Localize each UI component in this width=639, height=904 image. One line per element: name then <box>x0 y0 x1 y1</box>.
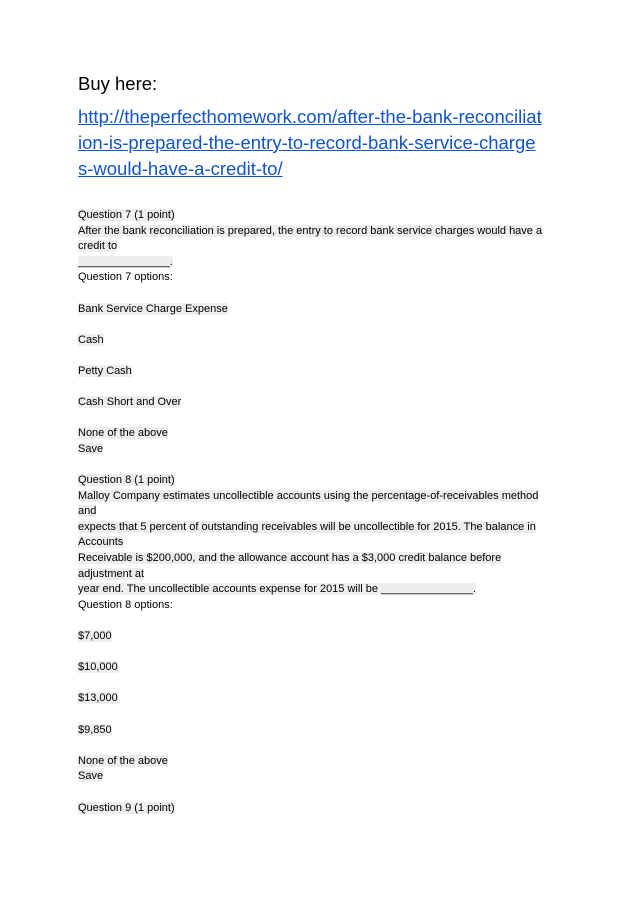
question-7-option[interactable]: Petty Cash <box>78 364 132 377</box>
quiz-content <box>78 208 568 816</box>
buy-here-label: Buy here: <box>78 73 158 94</box>
question-8-text-line: Receivable is $200,000, and the allowance account has a $3,000 credit balance before <box>78 552 502 565</box>
product-link-line[interactable]: http://theperfecthomework.com/after-the-bank-reconciliat <box>78 106 542 127</box>
product-link-line[interactable]: ion-is-prepared-the-entry-to-record-bank-service-charge <box>78 132 536 153</box>
question-8-option[interactable]: $9,850 <box>78 723 112 736</box>
question-8-save-button[interactable]: Save <box>78 770 104 783</box>
question-8-option[interactable]: $13,000 <box>78 692 118 705</box>
question-8-text-line: Malloy Company estimates uncollectible accounts using the percentage-of-receivables method <box>78 489 539 502</box>
question-8-text-line: expects that 5 percent of outstanding receivables will be uncollectible for 2015. The balance in <box>78 520 536 533</box>
question-7-options-label: Question 7 options: <box>78 271 173 284</box>
product-link[interactable] <box>78 104 578 182</box>
question-8-option[interactable]: None of the above <box>78 754 168 767</box>
question-8-option[interactable]: $7,000 <box>78 630 112 643</box>
question-9-title: Question 9 (1 point) <box>78 801 175 814</box>
question-7-text-line: credit to <box>78 240 118 253</box>
question-8-options-label: Question 8 options: <box>78 598 173 611</box>
question-8-text-line: adjustment at <box>78 567 145 580</box>
question-7-save-button[interactable]: Save <box>78 442 104 455</box>
question-8-text-line: year end. The uncollectible accounts expense for 2015 will be _______________. <box>78 583 476 596</box>
question-7-option[interactable]: None of the above <box>78 427 168 440</box>
question-7-option[interactable]: Cash Short and Over <box>78 396 182 409</box>
question-8-text-line: and <box>78 505 97 518</box>
question-7-option[interactable]: Bank Service Charge Expense <box>78 302 228 315</box>
question-7-text-line: After the bank reconciliation is prepared, the entry to record bank service charges would have a <box>78 224 543 237</box>
question-7-option[interactable]: Cash <box>78 333 104 346</box>
question-8-title: Question 8 (1 point) <box>78 474 175 487</box>
question-7-title: Question 7 (1 point) <box>78 209 175 221</box>
question-7-text-line: _______________. <box>78 255 173 268</box>
product-link-line[interactable]: s-would-have-a-credit-to/ <box>78 158 283 179</box>
question-8-text-line: Accounts <box>78 536 124 549</box>
question-8-option[interactable]: $10,000 <box>78 661 118 674</box>
